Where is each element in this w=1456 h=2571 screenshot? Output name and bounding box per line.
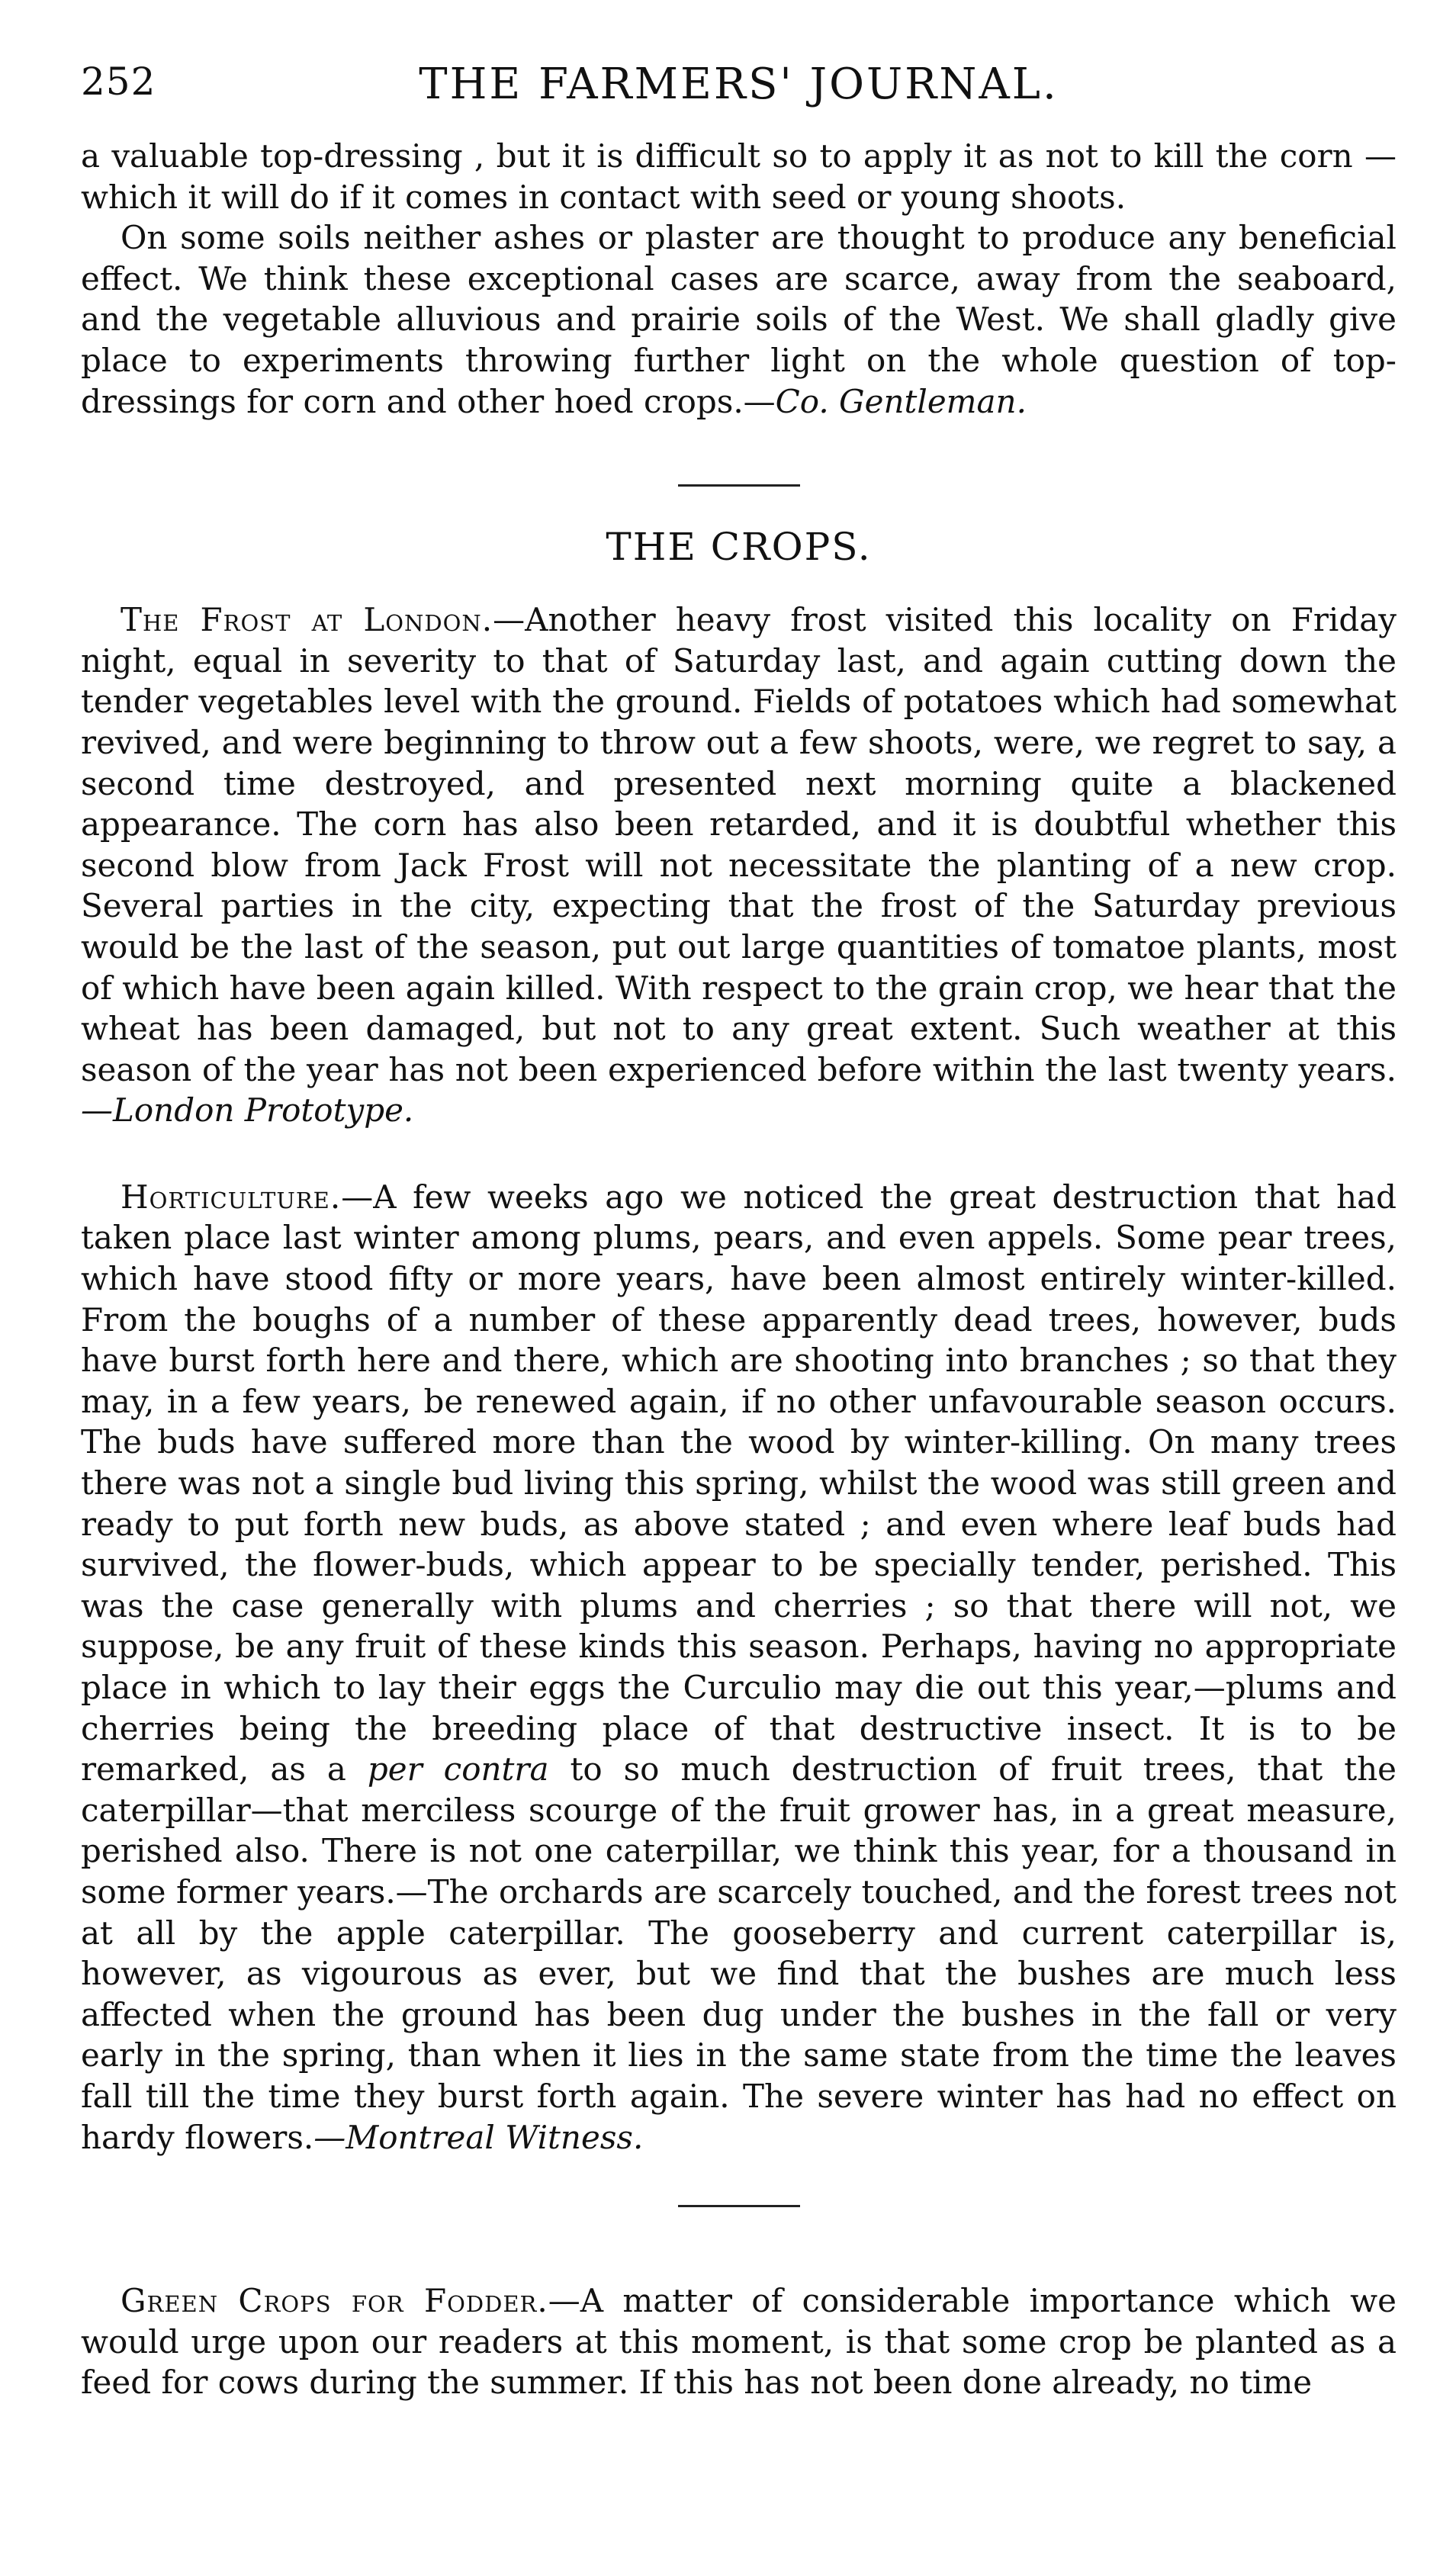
article-heading: Horticulture. bbox=[121, 1178, 342, 1216]
section-divider bbox=[678, 2205, 800, 2207]
article-body: —A matter of considerable importance which we would urge upon our readers at this moment, is that some crop be planted as a feed for cows during the summer. If this has not been done already, no time bbox=[81, 2282, 1397, 2402]
article-heading: The Frost at London. bbox=[121, 601, 493, 639]
article-body: —Another heavy frost visited this locality on Friday night, equal in severity to that of Saturday last, and again cutting down the tender vegetables level with the ground. Fields of potatoes which had somewhat revived, and were beginning to throw out a few shoots, were, we regret to say, a second time destroyed, and presented next morning quite a blackened appearance. The corn has also been retarded, and it is doubtful whether this second blow from Jack Frost will not necessitate the planting of a new crop. Several parties in the city, expecting that the frost of the Saturday previous would be the last of the season, put out large quantities of tomatoe plants, most of which have been again killed. With respect to the grain crop, we hear that the wheat has been damaged, but not to any great extent. Such weather at this season of the year has not been experienced before within the last twenty years. bbox=[81, 601, 1397, 1088]
source-citation: —Montreal Witness. bbox=[313, 2118, 644, 2156]
section-title-crops: THE CROPS. bbox=[606, 525, 872, 570]
section-divider bbox=[678, 484, 800, 487]
continuation-paragraph-1: a valuable top-dressing , but it is difficult so to apply it as not to kill the corn —which it will do if it comes in contact with seed or young shoots. bbox=[81, 137, 1397, 216]
article-green-crops bbox=[81, 2280, 1397, 2403]
continuation-paragraph-2 bbox=[81, 217, 1397, 422]
page-number: 252 bbox=[81, 59, 156, 104]
latin-phrase: per contra bbox=[367, 1750, 549, 1788]
journal-title: THE FARMERS' JOURNAL. bbox=[419, 59, 1059, 109]
running-head bbox=[81, 59, 1397, 136]
article-frost-at-london bbox=[81, 599, 1397, 1131]
source-citation: Co. Gentleman. bbox=[775, 382, 1027, 420]
article-horticulture bbox=[81, 1177, 1397, 2158]
source-citation: —London Prototype. bbox=[81, 1091, 414, 1130]
article-body-continued: to so much destruction of fruit trees, that the caterpillar—that merciless scourge of the fruit grower has, in a great measure, perished also. There is not one caterpillar, we think this year, for a thousand in some former years.—The orchards are scarcely touched, and the forest trees not at all by the apple caterpillar. The gooseberry and current caterpillar is, however, as vigourous as ever, but we find that the bushes are much less affected when the ground has been dug under the bushes in the fall or very early in the spring, than when it lies in the same state from the time the leaves fall till the time they burst forth again. The severe winter has had no effect on hardy flowers. bbox=[81, 1750, 1397, 2156]
continuation-paragraph-2-text: On some soils neither ashes or plaster are thought to produce any beneficial effect. We think these exceptional cases are scarce, away from the seaboard, and the vegetable alluvious and prairie soils of the West. We shall gladly give place to experiments throwing further light on the whole question of top-dressings for corn and other hoed crops.— bbox=[81, 219, 1397, 420]
article-heading: Green Crops for Fodder. bbox=[121, 2282, 548, 2320]
article-body: —A few weeks ago we noticed the great destruction that had taken place last winter among plums, pears, and even appels. Some pear trees, which have stood fifty or more years, have been almost entirely winter-killed. From the boughs of a number of these apparently dead trees, however, buds have burst forth here and there, which are shooting into branches ; so that they may, in a few years, be renewed again, if no other unfavourable season occurs. The buds have suffered more than the wood by winter-killing. On many trees there was not a single bud living this spring, whilst the wood was still green and ready to put forth new buds, as above stated ; and even where leaf buds had survived, the flower-buds, which appear to be specially tender, perished. This was the case generally with plums and cherries ; so that there will not, we suppose, be any fruit of these kinds this season. Perhaps, having no appropriate place in which to lay their eggs the Curculio may die out this year,—plums and cherries being the breeding place of that destructive insect. It is to be remarked, as a bbox=[81, 1178, 1397, 1788]
